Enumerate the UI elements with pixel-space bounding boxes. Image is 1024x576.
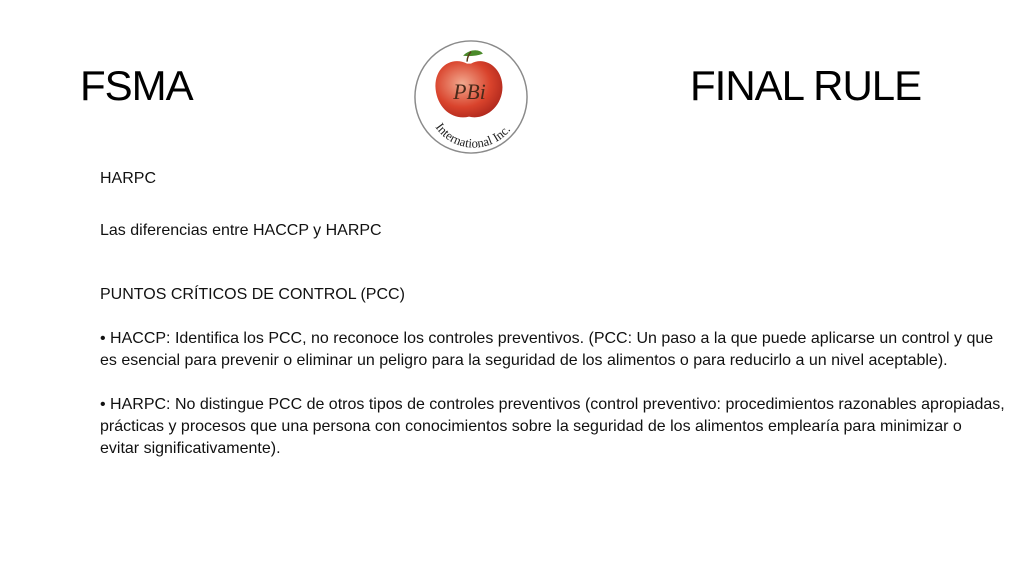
heading-pcc: PUNTOS CRÍTICOS DE CONTROL (PCC): [100, 286, 405, 303]
heading-harpc: HARPC: [100, 170, 157, 187]
bullet-harpc: • HARPC: No distingue PCC de otros tipos de controles preventivos (control preventivo: procedimientos razonables apropiadas, prácticas y procesos que una persona con conocimientos sobre la seguridad de los alimentos emplearía para minimizar o evitar significativamente).: [100, 396, 1005, 457]
title-final-rule: FINAL RULE: [690, 62, 922, 109]
heading-diferencias: Las diferencias entre HACCP y HARPC: [100, 222, 382, 239]
logo-brand-text: International Inc.: [432, 120, 514, 151]
logo-monogram: PBi: [453, 79, 486, 104]
apple-logo-icon: [412, 38, 530, 156]
title-fsma: FSMA: [80, 62, 193, 109]
slide-content: [100, 168, 1005, 460]
bullet-haccp: • HACCP: Identifica los PCC, no reconoce los controles preventivos. (PCC: Un paso a la que puede aplicarse un control y que es esencial para prevenir o eliminar un peligro para la seguridad de los alimentos o para reducirlo a un nivel aceptable).: [100, 330, 994, 369]
